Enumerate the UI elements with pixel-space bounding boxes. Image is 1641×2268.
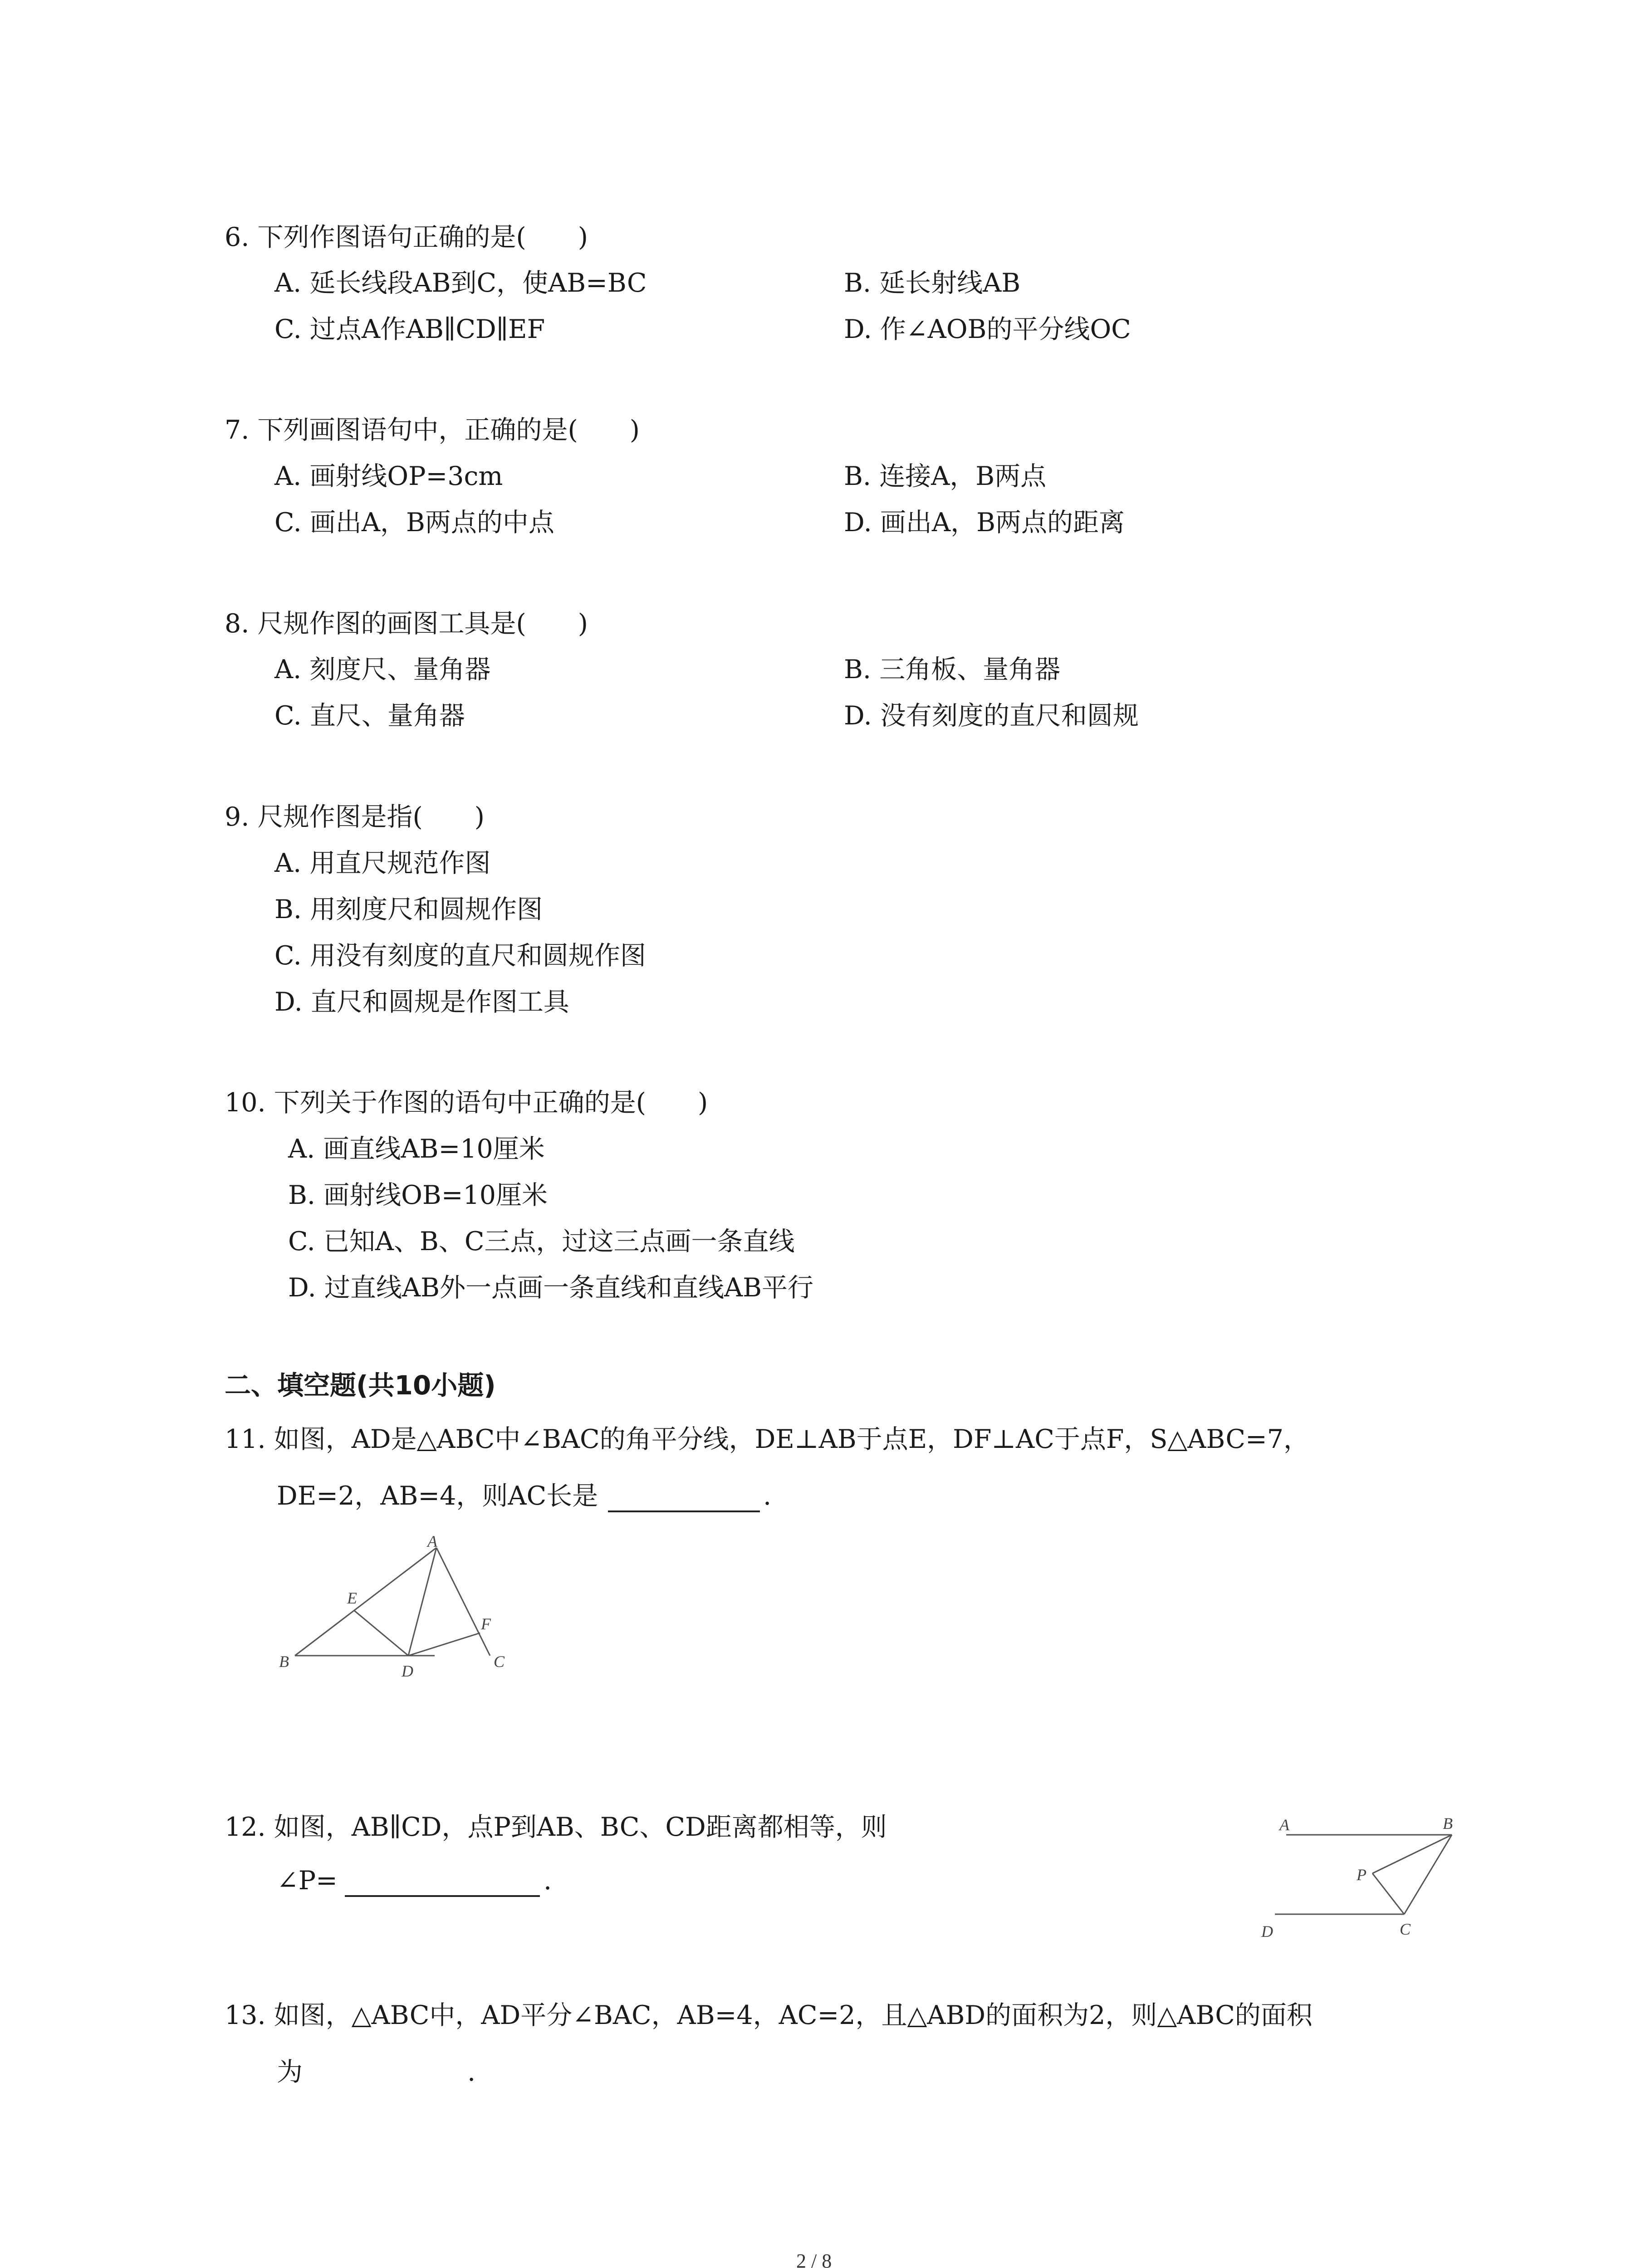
- q6-stem: 6. 下列作图语句正确的是( ): [225, 222, 588, 252]
- q10-option-c: C. 已知A、B、C三点，过这三点画一条直线: [288, 1227, 795, 1256]
- q10-option-a: A. 画直线AB=10厘米: [288, 1134, 545, 1164]
- q12-label-a: A: [1279, 1816, 1289, 1834]
- section-heading: 二、填空题(共10小题): [225, 1370, 496, 1401]
- q10-stem: 10. 下列关于作图的语句中正确的是( ): [225, 1088, 708, 1118]
- q8-stem: 8. 尺规作图的画图工具是( ): [225, 609, 588, 639]
- q11-answer-blank: [608, 1510, 760, 1512]
- q6-option-c: C. 过点A作AB∥CD∥EF: [274, 314, 545, 344]
- q11-label-a: A: [427, 1532, 437, 1550]
- q12-stem: 12. 如图，AB∥CD，点P到AB、BC、CD距离都相等，则: [225, 1812, 887, 1842]
- q12-label-p: P: [1357, 1866, 1367, 1884]
- q7-option-c: C. 画出A，B两点的中点: [274, 508, 554, 538]
- q11-label-b: B: [279, 1652, 289, 1671]
- q9-option-c: C. 用没有刻度的直尺和圆规作图: [274, 941, 646, 971]
- q13-stem-line2: 为: [277, 2057, 303, 2087]
- q8-option-a: A. 刻度尺、量角器: [274, 655, 491, 684]
- q6-option-b: B. 延长射线AB: [844, 268, 1021, 298]
- q6-option-d: D. 作∠AOB的平分线OC: [844, 314, 1131, 344]
- q10-option-b: B. 画射线OB=10厘米: [288, 1180, 548, 1210]
- page-number: 2 / 8: [796, 2250, 832, 2268]
- q7-stem: 7. 下列画图语句中，正确的是( ): [225, 415, 640, 445]
- q12-figure: [1243, 1792, 1470, 1946]
- q12-label-d: D: [1261, 1922, 1273, 1941]
- q12-period: .: [544, 1866, 552, 1896]
- q12-answer-blank: [345, 1895, 540, 1897]
- q11-label-d: D: [402, 1662, 413, 1680]
- q11-period: .: [763, 1481, 772, 1511]
- q11-label-c: C: [494, 1652, 505, 1671]
- q7-option-d: D. 画出A，B两点的距离: [844, 508, 1125, 538]
- q11-figure: [272, 1524, 526, 1678]
- q12-stem-line2: ∠P=: [277, 1866, 338, 1896]
- q13-period: .: [467, 2057, 476, 2087]
- q9-option-a: A. 用直尺规范作图: [274, 848, 491, 878]
- q13-stem: 13. 如图，△ABC中，AD平分∠BAC，AB=4，AC=2，且△ABD的面积为2，则△ABC的面积: [225, 2000, 1313, 2030]
- q10-option-d: D. 过直线AB外一点画一条直线和直线AB平行: [288, 1273, 814, 1303]
- q7-option-b: B. 连接A，B两点: [844, 461, 1047, 491]
- q9-stem: 9. 尺规作图是指( ): [225, 802, 485, 832]
- q11-stem-line2: DE=2，AB=4，则AC长是: [277, 1481, 598, 1511]
- q12-label-b: B: [1443, 1814, 1453, 1833]
- q11-stem: 11. 如图，AD是△ABC中∠BAC的角平分线，DE⊥AB于点E，DF⊥AC于点F，S△ABC=7，: [225, 1424, 1309, 1454]
- q9-option-b: B. 用刻度尺和圆规作图: [274, 894, 543, 924]
- q8-option-d: D. 没有刻度的直尺和圆规: [844, 701, 1139, 731]
- q7-option-a: A. 画射线OP=3cm: [274, 461, 503, 491]
- q11-label-e: E: [347, 1589, 357, 1607]
- q12-label-c: C: [1400, 1920, 1411, 1938]
- q6-option-a: A. 延长线段AB到C，使AB=BC: [274, 268, 647, 298]
- q11-label-f: F: [481, 1615, 491, 1633]
- q8-option-c: C. 直尺、量角器: [274, 701, 465, 731]
- q9-option-d: D. 直尺和圆规是作图工具: [274, 987, 569, 1017]
- q8-option-b: B. 三角板、量角器: [844, 655, 1061, 684]
